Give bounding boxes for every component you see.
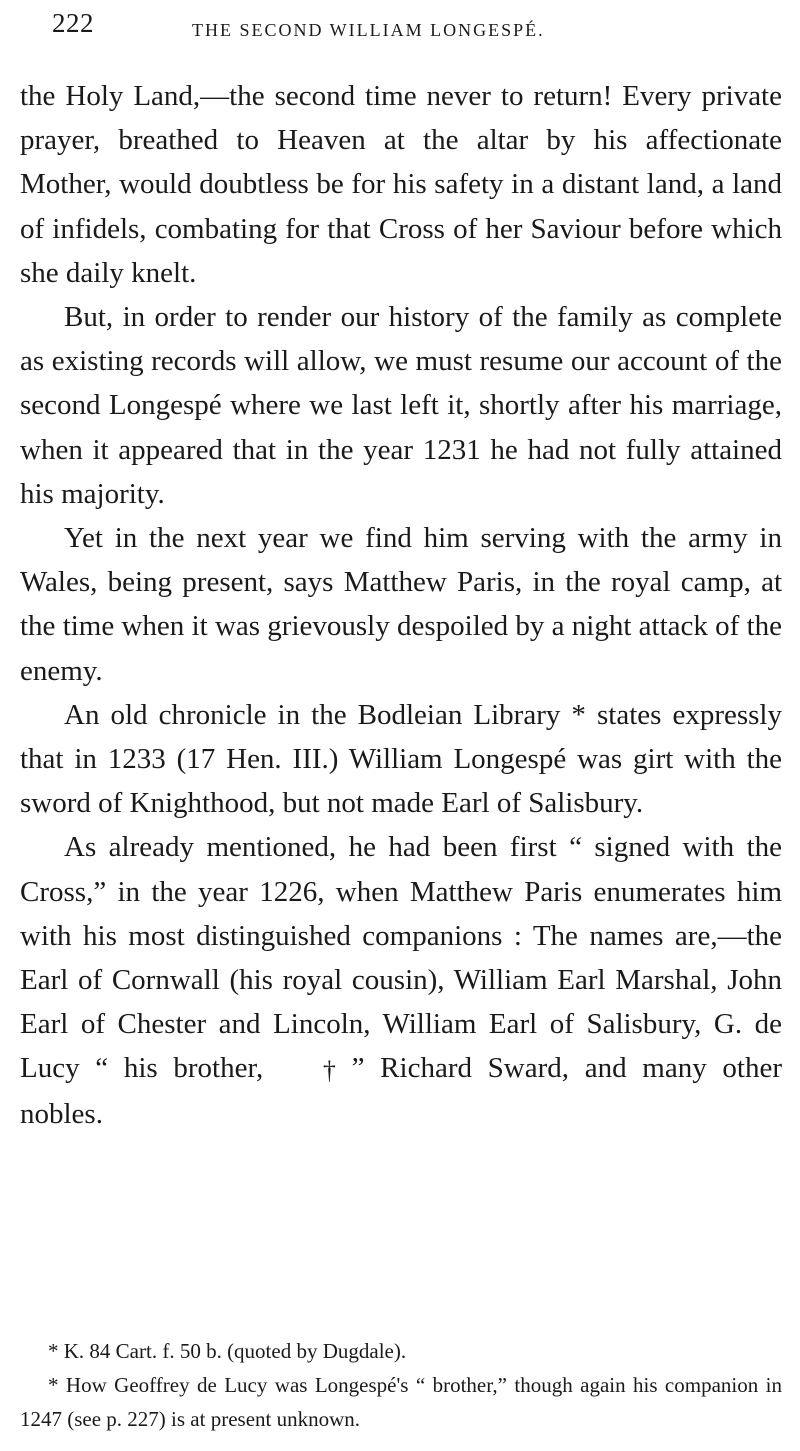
running-head	[52, 8, 792, 48]
paragraph-5-text-after: ” Richard Sward, and many other nobles.	[20, 1052, 782, 1130]
paragraph-4: An old chronicle in the Bodleian Library * states expressly that in 1233 (17 Hen. III.) William Longespé was girt with the sword of Knighthood, but not made Earl of Salisbury.	[20, 698, 782, 820]
paragraph-1: the Holy Land,—the second time never to return! Every private prayer, breathed to Heaven at the altar by his affectionate Mother, would doubtless be for his safety in a distant land, a land of infidels, combating for that Cross of her Saviour before which she daily knelt.	[20, 80, 782, 289]
cross-reference-mark: †	[322, 1056, 336, 1086]
footnotes	[20, 1334, 782, 1436]
running-title: THE SECOND WILLIAM LONGESPÉ.	[192, 20, 545, 40]
footnote-1: * K. 84 Cart. f. 50 b. (quoted by Dugdale).	[48, 1339, 407, 1363]
paragraph-2: But, in order to render our history of the family as complete as existing records will allow, we must resume our account of the second Longespé where we last left it, shortly after his marriage, when it appeared that in the year 1231 he had not fully attained his majority.	[20, 301, 782, 510]
page-number: 222	[52, 8, 94, 38]
paragraph-5	[20, 825, 782, 1135]
paragraph-3: Yet in the next year we find him serving with the army in Wales, being present, says Matthew Paris, in the royal camp, at the time when it was grievously despoiled by a night attack of the enemy.	[20, 522, 782, 687]
paragraph-5-text-before: As already mentioned, he had been first “ signed with the Cross,” in the year 1226, when Matthew Paris enumerates him with his most distinguished companions : The names are,—the Earl of Cornwall (his royal cousin), William Earl Marshal, John Earl of Chester and Lincoln, William Earl of Salisbury, G. de Lucy “ his brother,	[20, 831, 782, 1085]
footnote-2: * How Geoffrey de Lucy was Longespé's “ brother,” though again his companion in 1247 (see p. 227) is at present unknown.	[20, 1373, 782, 1431]
body-text	[20, 74, 782, 1136]
